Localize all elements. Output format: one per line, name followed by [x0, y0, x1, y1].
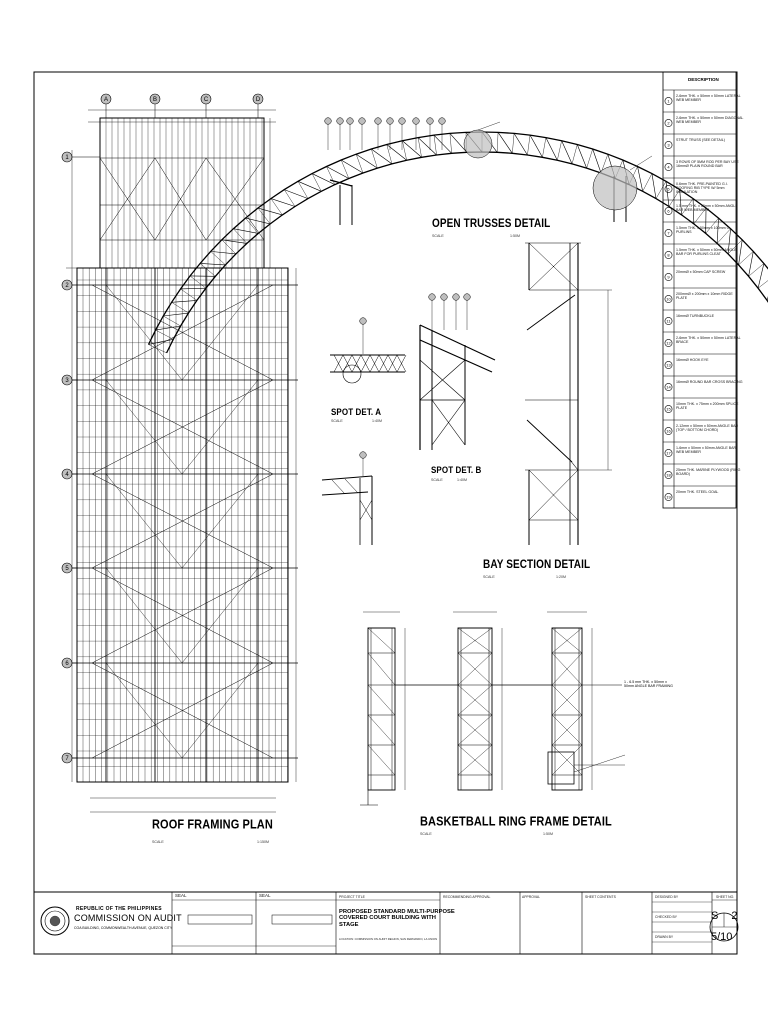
leader-bubble — [359, 118, 366, 125]
cross-brace — [106, 380, 182, 474]
brace — [527, 295, 575, 330]
ring-frame-note: 1 - 6.5 mm THK. x 50mm x 50mm ANGLE BAR FRAMING — [624, 680, 673, 689]
legend-num: 14 — [666, 384, 671, 390]
truss-web — [562, 141, 572, 164]
frame-line — [570, 460, 578, 470]
agency-address: COA BUILDING, COMMONWEALTH AVENUE, QUEZON CITY — [74, 926, 173, 930]
frame-diag — [368, 745, 395, 775]
plan-main-outline — [77, 268, 288, 782]
legend-num: 2 — [667, 120, 670, 126]
legend-num: 10 — [666, 296, 671, 302]
truss-web — [587, 149, 593, 168]
legend-num: 9 — [667, 274, 670, 280]
basketball-ring-frame-title: BASKETBALL RING FRAME DETAIL — [420, 815, 612, 829]
legend-item-text: 2-6mm THK. x 50mm x 50mm DIAGONAL WEB MEMBER — [676, 116, 744, 125]
leader-bubble — [453, 294, 460, 301]
agency-line1: REPUBLIC OF THE PHILIPPINES — [76, 906, 162, 912]
legend-item-text: 20mmØ x 50mm CAP SCREW — [676, 270, 726, 274]
chord — [420, 325, 495, 360]
truss-web — [190, 276, 206, 288]
legend-item-text: 1.5mm THK. x 50mm x 50mm ANGLE BAR FOR PURLINS CLEAT — [676, 248, 737, 257]
leader-bubble — [429, 294, 436, 301]
chord — [322, 476, 372, 480]
truss-web — [341, 160, 349, 178]
leader-bubble — [360, 318, 367, 325]
truss-web — [284, 190, 295, 207]
basketball-ring-scale: 1:50M — [543, 832, 553, 836]
truss-web — [298, 181, 308, 198]
sheet-count: 5/10 — [711, 931, 733, 943]
legend-item-text: 16mmØ HOOK EYE — [676, 358, 709, 362]
truss-web — [512, 133, 514, 153]
legend-num: 3 — [667, 142, 670, 148]
truss-web — [326, 166, 348, 178]
truss-web — [450, 133, 452, 153]
legend-item-text: 16mmØ ROUND BAR CROSS BRACING — [676, 380, 743, 384]
truss-web — [222, 240, 247, 244]
cross-brace — [106, 663, 182, 758]
sheet-border — [34, 72, 737, 954]
truss-web — [593, 149, 601, 173]
bay-section-drawing — [525, 243, 612, 545]
approval: APPROVAL — [522, 895, 541, 899]
frame-diag — [368, 715, 395, 745]
truss-web — [652, 174, 656, 199]
drawn-by: DRAWN BY — [655, 935, 674, 939]
legend-num: 19 — [666, 494, 671, 500]
roof-framing-plan-drawing — [66, 110, 298, 812]
legend-item-text: STRUT TRUSS (SEE DETAIL) — [676, 138, 725, 142]
leader-bubble — [375, 118, 382, 125]
grid-label-7: 7 — [65, 756, 69, 763]
truss-web — [402, 141, 421, 158]
frame-diag — [368, 685, 395, 715]
spot-detail-b-drawing — [420, 294, 495, 450]
truss-web — [530, 135, 542, 157]
leader-bubble — [464, 294, 471, 301]
spot-det-b-scale: 1:40M — [457, 478, 467, 482]
spot-det-b-scale-word: SCALE — [431, 478, 443, 482]
truss-web — [341, 160, 363, 173]
truss-web — [156, 330, 174, 339]
cross-brace — [182, 285, 258, 380]
legend-item-text: 0.6mm THK. PRE-PAINTED G.I. ROOFING RIB TYPE W/ 5mm INSULATION — [676, 182, 728, 195]
callout-circle-a — [464, 130, 492, 158]
truss-web — [356, 154, 363, 173]
chord — [420, 340, 492, 372]
truss-web — [577, 145, 586, 169]
truss-web — [172, 300, 197, 302]
truss-web — [222, 240, 236, 254]
spot-detail-a-drawing — [330, 318, 406, 383]
web — [345, 479, 358, 493]
open-trusses-scale: 1:50M — [510, 234, 520, 238]
legend-num: 18 — [666, 472, 671, 478]
truss-web — [557, 141, 561, 161]
grid-label-2: 2 — [65, 283, 69, 290]
recommending-approval: RECOMMENDING APPROVAL — [443, 895, 491, 899]
legend-item-text: 2-12mm x 50mm x 50mm ANGLE BAR (TOP / BOTTOM CHORD) — [676, 424, 739, 433]
truss-web — [497, 132, 498, 152]
open-trusses-scale-word: SCALE — [432, 234, 444, 238]
truss-web — [498, 132, 512, 153]
brace — [527, 420, 572, 462]
chord — [322, 492, 368, 495]
roof-framing-plan-scale-word: SCALE — [152, 840, 164, 844]
legend-item-text: 25mm THK. MARINE PLYWOOD (RING BOARD) — [676, 468, 741, 477]
sheet-code: S 2 — [711, 910, 743, 922]
cross-brace — [106, 568, 182, 663]
truss-web — [514, 133, 527, 155]
legend-num: 15 — [666, 406, 671, 412]
cross-brace — [182, 663, 258, 758]
truss-web — [656, 181, 666, 198]
leader-bubble — [399, 118, 406, 125]
detail-circle — [343, 365, 361, 383]
legend-num: 8 — [667, 252, 670, 258]
spot-det-a-title: SPOT DET. A — [331, 407, 382, 418]
legend-item-text: 16mmØ TURNBUCKLE — [676, 314, 715, 318]
spot-det-a-scale-word: SCALE — [331, 419, 343, 423]
legend-num: 17 — [666, 450, 671, 456]
grid-label-3: 3 — [65, 378, 69, 385]
legend-item-text: 2-6mm THK. x 50mm x 50mm LATERAL WEB MEMBER — [676, 94, 741, 103]
truss-web — [527, 135, 530, 155]
legend-num: 4 — [667, 164, 670, 170]
legend-item-text: 1.5 mm THK. x 50mm x 50mm ANGLE BAR WEB MEMBER — [676, 204, 738, 213]
leader-bubble — [441, 294, 448, 301]
truss-web — [434, 135, 452, 153]
project-title-label: PROJECT TITLE — [339, 895, 365, 899]
agency-name: COMMISSION ON AUDIT — [74, 913, 182, 923]
grid-label-D: D — [255, 97, 261, 104]
leader-bubble — [360, 452, 367, 459]
truss-web — [284, 190, 308, 199]
legend-num: 1 — [667, 98, 670, 104]
project-title: PROPOSED STANDARD MULTI-PURPOSE COVERED COURT BUILDING WITH STAGE — [339, 909, 455, 928]
cross-brace — [106, 285, 182, 380]
truss-web — [312, 174, 321, 192]
web — [332, 480, 345, 494]
legend-num: 11 — [666, 318, 671, 324]
seal-name-box — [272, 915, 332, 924]
bay-section-scale: 1:20M — [556, 575, 566, 579]
truss-web — [271, 199, 295, 207]
sheet-no-label: SHEET NO. — [716, 895, 735, 899]
truss-web — [312, 174, 335, 185]
legend-num: 7 — [667, 230, 670, 236]
truss-web — [371, 149, 377, 168]
truss-web — [326, 166, 334, 184]
cross-brace — [182, 568, 258, 663]
spot-det-a-scale: 1:40M — [372, 419, 382, 423]
truss-web — [638, 166, 643, 191]
legend-header: DESCRIPTION — [688, 77, 719, 82]
legend-item-text: 1.5mm THK. x 50mm x 100mm C-PURLINS — [676, 226, 731, 235]
truss-web — [356, 154, 377, 168]
project-location: LOCATION: COMMISSION ON AUDIT REGION, SAN FERNANDO, LA UNION — [339, 937, 438, 941]
leader-bubble — [387, 118, 394, 125]
checked-by: CHECKED BY — [655, 915, 678, 919]
basketball-ring-scale-word: SCALE — [420, 832, 432, 836]
truss-web — [200, 263, 225, 264]
truss-web — [643, 174, 652, 192]
grid-label-6: 6 — [65, 661, 69, 668]
legend-item-text: 3 ROWS OF 5MM ROD PER BAY USE 16mmØ PLAIN ROUND BAR — [676, 160, 739, 169]
basketball-ring-frame-drawing — [360, 612, 625, 805]
open-trusses-detail-title: OPEN TRUSSES DETAIL — [432, 218, 551, 231]
grid-label-C: C — [203, 97, 209, 104]
frame-diag — [368, 653, 395, 685]
truss-web — [371, 149, 392, 164]
seal-label-2: SEAL — [259, 893, 271, 898]
ring-frame-3 — [552, 628, 582, 790]
grid-label-B: B — [152, 97, 158, 104]
ring-frame-2 — [458, 628, 492, 790]
legend-num: 12 — [666, 340, 671, 346]
coa-seal-core — [50, 916, 60, 926]
spot-det-b-title: SPOT DET. B — [431, 465, 482, 476]
truss-web — [542, 138, 545, 158]
cross-brace — [182, 474, 258, 568]
bay-section-detail-title: BAY SECTION DETAIL — [483, 559, 591, 572]
grid-label-5: 5 — [65, 566, 69, 573]
roof-framing-plan-title: ROOF FRAMING PLAN — [152, 818, 273, 832]
grid-label-A: A — [103, 97, 109, 104]
truss-web — [666, 181, 669, 206]
bay-section-scale-word: SCALE — [483, 575, 495, 579]
leader-bubble — [325, 118, 332, 125]
cross-brace — [182, 380, 258, 474]
truss-web — [572, 145, 577, 164]
leader-bubble — [337, 118, 344, 125]
leader-bubble — [439, 118, 446, 125]
truss-web — [546, 138, 557, 161]
frame-diag — [368, 628, 395, 653]
leader-line — [478, 122, 500, 130]
legend-num: 5 — [667, 186, 670, 192]
truss-web — [298, 181, 321, 191]
seal-label-1: SEAL — [175, 893, 187, 898]
leader-bubble — [427, 118, 434, 125]
legend-item-text: 10mm THK. x 75mm x 200mm SPLICE PLATE — [676, 402, 739, 411]
ring-frame-1 — [368, 628, 395, 790]
leader-bubble — [347, 118, 354, 125]
designed-by: DESIGNED BY — [655, 895, 679, 899]
roof-framing-plan-scale: 1:150M — [257, 840, 269, 844]
truss-web — [434, 135, 437, 155]
grid-label-1: 1 — [65, 155, 69, 162]
truss-web — [181, 288, 206, 289]
legend-item-text: 200mmØ x 200mm x 10mm RIDGE PLATE — [676, 292, 733, 301]
legend-item-text: 1-6mm x 50mm x 50mm ANGLE BAR WEB MEMBER — [676, 446, 737, 455]
truss-web — [163, 316, 180, 326]
leader-bubble — [413, 118, 420, 125]
partial-truss-detail-drawing — [322, 452, 372, 545]
grid-label-4: 4 — [65, 472, 69, 479]
truss-web — [211, 251, 226, 265]
callout-circle-b — [593, 166, 637, 210]
cross-brace — [106, 474, 182, 568]
legend-item-text: 20mm THK. STEEL GOAL — [676, 490, 719, 494]
sheet-contents-label: SHEET CONTENTS — [585, 895, 616, 899]
legend-num: 13 — [666, 362, 671, 368]
seal-name-box — [188, 915, 252, 924]
legend-num: 6 — [667, 208, 670, 214]
legend-num: 16 — [666, 428, 671, 434]
legend-item-text: 2-6mm THK. x 50mm x 50mm LATERAL BRACE — [676, 336, 741, 345]
